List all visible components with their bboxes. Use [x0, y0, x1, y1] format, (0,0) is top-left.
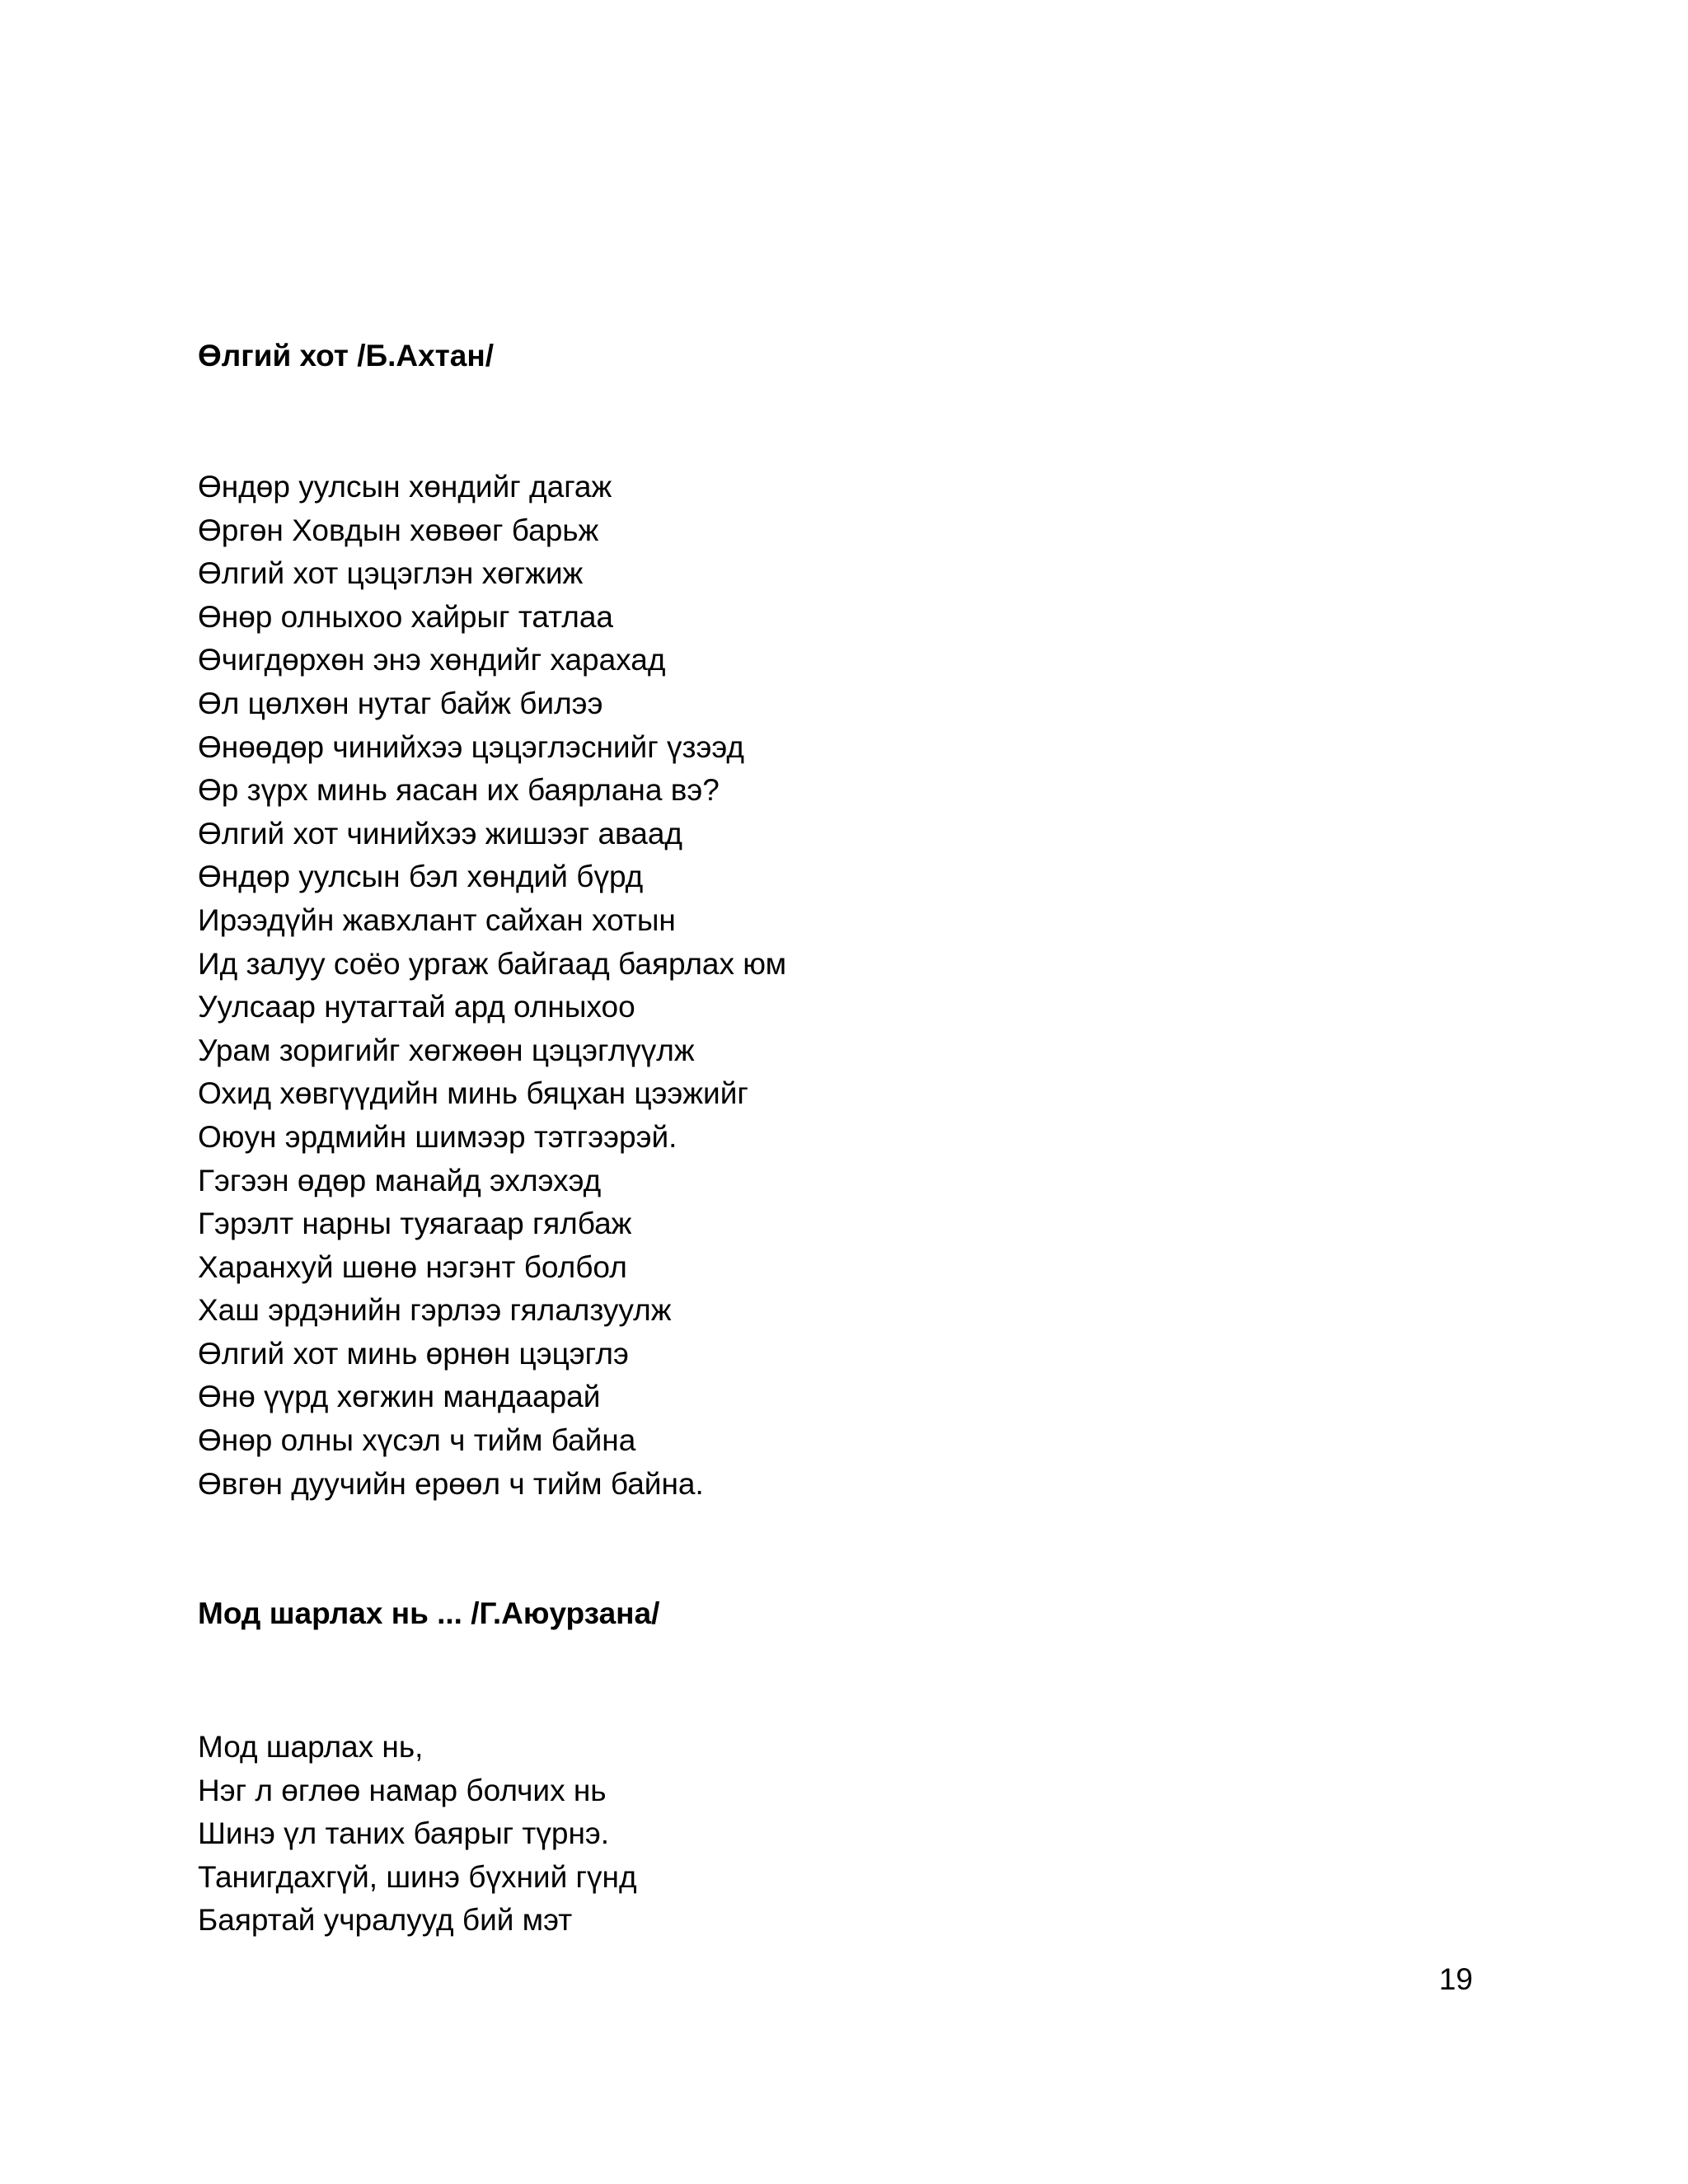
poem-line: Өндөр уулсын хөндийг дагаж: [198, 470, 612, 504]
poem-line: Оюун эрдмийн шимээр тэтгээрэй.: [198, 1119, 678, 1154]
poem-line: Өргөн Ховдын хөвөөг барьж: [198, 513, 599, 547]
poem-line: Хаш эрдэнийн гэрлээ гялалзуулж: [198, 1293, 672, 1328]
poem-line: Өнө үүрд хөгжин мандаарай: [198, 1380, 601, 1414]
poem-title: Мод шарлах нь ... /Г.Аюурзана/: [198, 1596, 660, 1630]
poem-line: Өлгий хот минь өрнөн цэцэглэ: [198, 1336, 629, 1371]
poem-line: Өндөр уулсын бэл хөндий бүрд: [198, 860, 644, 894]
poem-line: Уулсаар нутагтай ард олныхоо: [198, 990, 635, 1024]
poem-line: Охид хөвгүүдийн минь бяцхан цээжийг: [198, 1076, 748, 1111]
poem-line: Ид залуу соёо ургаж байгаад баярлах юм: [198, 946, 787, 981]
poem-line: Шинэ үл таних баярыг түрнэ.: [198, 1816, 610, 1851]
poem-line: Өлгий хот цэцэглэн хөгжиж: [198, 556, 584, 591]
poem-line: Өнөөдөр чинийхээ цэцэглэснийг үзээд: [198, 729, 744, 764]
poem-title: Өлгий хот /Б.Ахтан/: [198, 339, 494, 373]
poem-line: Өвгөн дуучийн ерөөл ч тийм байна.: [198, 1466, 704, 1501]
page-number: 19: [1438, 1962, 1473, 1996]
poem-line: Өнөр олныхоо хайрыг татлаа: [198, 599, 613, 634]
poem-body: [198, 466, 786, 1506]
poem-line: Өлгий хот чинийхээ жишээг аваад: [198, 816, 683, 851]
poem-line: Нэг л өглөө намар болчих нь: [198, 1773, 607, 1807]
poem-line: Өр зүрх минь яасан их баярлана вэ?: [198, 773, 720, 808]
poem-line: Баяртай учралууд бий мэт: [198, 1903, 573, 1938]
poem-line: Өл цөлхөн нутаг байж билээ: [198, 686, 603, 720]
poem-body: [198, 1726, 637, 1943]
poem-line: Мод шарлах нь,: [198, 1730, 424, 1764]
poem-line: Өчигдөрхөн энэ хөндийг харахад: [198, 643, 666, 677]
poem-line: Өнөр олны хүсэл ч тийм байна: [198, 1423, 636, 1458]
poem-line: Гэрэлт нарны туяагаар гялбаж: [198, 1207, 632, 1241]
poem-line: Урам зоригийг хөгжөөн цэцэглүүлж: [198, 1033, 695, 1067]
poem-line: Гэгээн өдөр манайд эхлэхэд: [198, 1163, 602, 1197]
poem-line: Харанхуй шөнө нэгэнт болбол: [198, 1249, 627, 1284]
poem-line: Танигдахгүй, шинэ бүхний гүнд: [198, 1859, 637, 1894]
poem-line: Ирээдүйн жавхлант сайхан хотын: [198, 902, 676, 937]
